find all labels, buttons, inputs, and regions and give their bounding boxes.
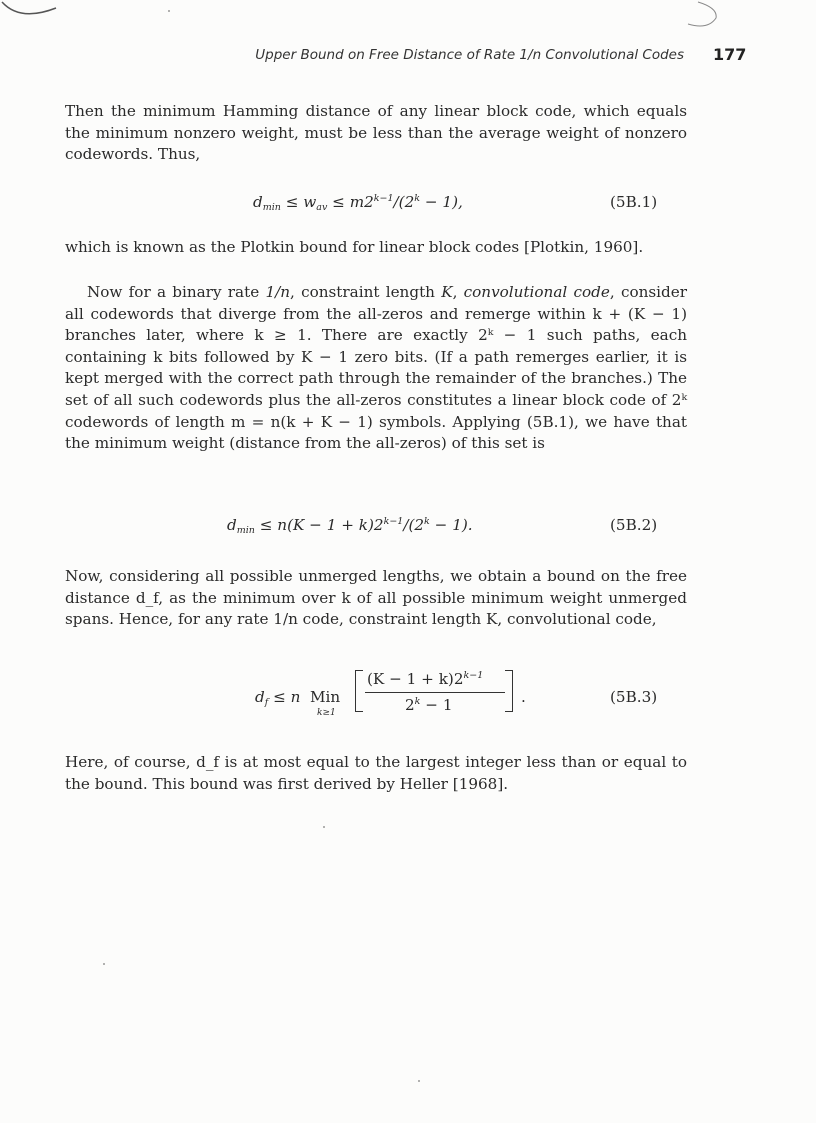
paragraph-intro: Then the minimum Hamming distance of any linear block code, which equals the minimum nonzero weight, must be less than the average weight of nonzero codewords. Thus, bbox=[65, 102, 687, 164]
scan-artifact-top-left bbox=[0, 0, 62, 22]
equation-5b1 bbox=[65, 191, 687, 217]
paragraph-free-distance: Now, considering all possible unmerged lengths, we obtain a bound on the free distance d_f, as the minimum over k of all possible minimum weight unmerged spans. Hence, for any rate 1/n code, constraint length K, convolutional code, bbox=[65, 567, 687, 629]
speck bbox=[418, 1080, 420, 1082]
equation-5b3-min: Min bbox=[310, 688, 341, 706]
fraction-bar bbox=[365, 692, 505, 693]
paragraph-convolutional: Now for a binary rate 1/n, constraint length K, convolutional code, consider all codewords that diverge from the all-zeros and remerge within k + (K − 1) branches later, where k ≥ 1. There are exactly 2ᵏ − 1 such paths, each containing k bits followed by K − 1 zero bits. (If a path remerges earlier, it is kept merged with the correct path through the remainder of the branches.) The set of all such codewords plus the all-zeros constitutes a linear block code of 2ᵏ codewords of length m = n(k + K − 1) symbols. Applying (5B.1), we have that the minimum weight (distance from the all-zeros) of this set is bbox=[65, 283, 687, 453]
equation-5b3-min-sub: k≥1 bbox=[317, 708, 336, 718]
equation-5b3-period: . bbox=[521, 688, 526, 706]
running-head-title: Upper Bound on Free Distance of Rate 1/n Convolutional Codes bbox=[255, 47, 684, 63]
equation-5b3 bbox=[65, 666, 687, 736]
scan-artifact-top-right bbox=[668, 0, 728, 30]
equation-5b3-label: (5B.3) bbox=[610, 688, 658, 706]
equation-5b3-numerator: $(K - 1 + k)2^{k-1}$ bbox=[367, 670, 484, 688]
running-header bbox=[0, 45, 816, 67]
right-bracket bbox=[505, 670, 513, 712]
equation-5b1-label: (5B.1) bbox=[610, 193, 658, 211]
equation-5b3-denominator: $2^k - 1$ bbox=[405, 696, 453, 714]
speck bbox=[103, 963, 105, 965]
speck bbox=[168, 10, 170, 12]
speck bbox=[323, 826, 325, 828]
page-number: 177 bbox=[713, 45, 747, 64]
paragraph-plotkin: which is known as the Plotkin bound for linear block codes [Plotkin, 1960]. bbox=[65, 238, 644, 256]
equation-5b3-lhs: $d_f \le n$ bbox=[255, 688, 301, 708]
equation-5b2 bbox=[65, 514, 687, 540]
equation-5b2-body: $d_{min} \le n(K - 1 + k)2^{k-1}/(2^k - 1)$. bbox=[227, 516, 473, 536]
equation-5b1-body: $d_{min} \le w_{av} \le m2^{k-1}/(2^k - 1)$, bbox=[253, 193, 463, 213]
left-bracket bbox=[355, 670, 363, 712]
paragraph-heller: Here, of course, d_f is at most equal to the largest integer less than or equal to the bound. This bound was first derived by Heller [1968]. bbox=[65, 753, 687, 793]
equation-5b2-label: (5B.2) bbox=[610, 516, 658, 534]
